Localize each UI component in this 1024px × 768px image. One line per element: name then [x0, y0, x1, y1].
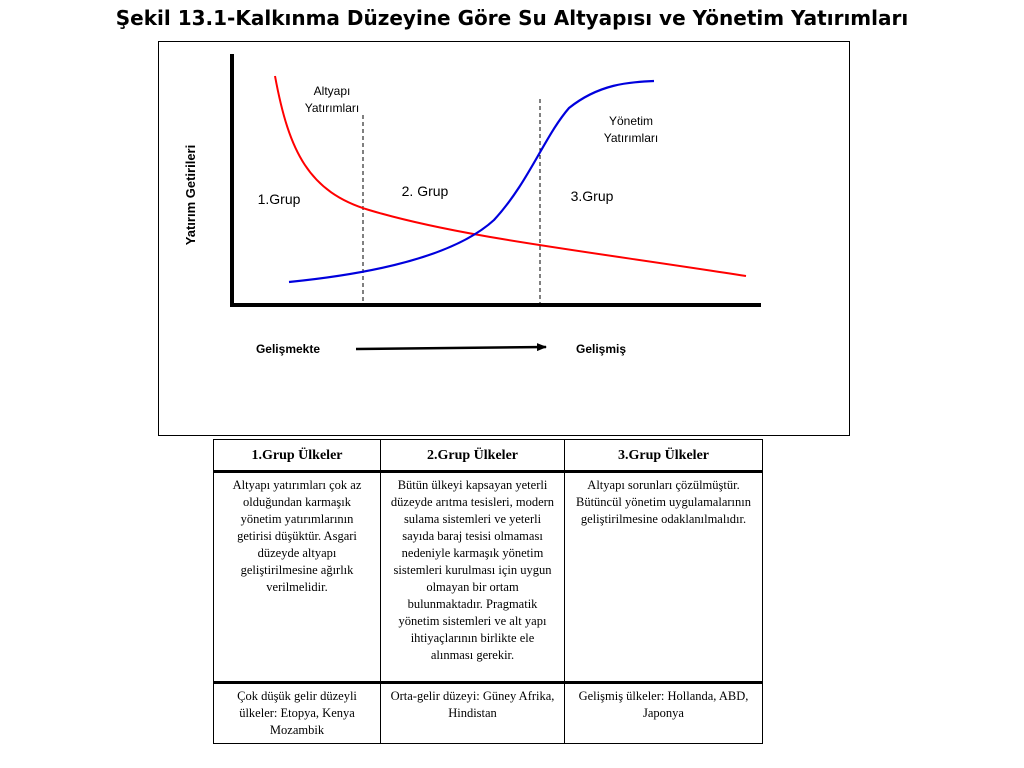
group-comparison-table: [213, 439, 763, 744]
diagram-frame: [158, 41, 850, 436]
development-arrow: [356, 347, 546, 349]
header-group-3: 3.Grup Ülkeler: [565, 440, 763, 472]
description-group-2: Bütün ülkeyi kapsayan yeterli düzeyde arıtma tesisleri, modern sulama sistemleri ve yeterli sayıda baraj tesisi olmaması nedeniyle karmaşık yönetim sistemleri kurulması için uygun olmayan bir ortam bulunmaktadır. Pragmatik yönetim sistemleri ve alt yapı ihtiyaçlarının birlikte ele alınması gerekir.: [381, 472, 565, 683]
infrastructure-label-line1: Altyapı: [313, 84, 351, 98]
income-group-2: Orta-gelir düzeyi: Güney Afrika, Hindistan: [381, 683, 565, 744]
income-group-1: Çok düşük gelir düzeyli ülkeler: Etopya, Kenya Mozambik: [214, 683, 381, 744]
x-right-label: Gelişmiş: [575, 342, 627, 356]
y-axis-label: Yatırım Getirileri: [183, 144, 198, 246]
group-3-label: 3.Grup: [570, 188, 614, 204]
management-label-line2: Yatırımları: [603, 131, 659, 145]
description-group-3: Altyapı sorunları çözülmüştür. Bütüncül yönetim uygulamalarının geliştirilmesine odaklanılmalıdır.: [565, 472, 763, 683]
header-group-2: 2.Grup Ülkeler: [381, 440, 565, 472]
figure-title: Şekil 13.1-Kalkınma Düzeyine Göre Su Altyapısı ve Yönetim Yatırımları: [115, 6, 909, 30]
group-1-label: 1.Grup: [257, 191, 301, 207]
group-2-label: 2. Grup: [401, 183, 449, 199]
investment-returns-diagram: [159, 42, 851, 437]
table-row-income: [214, 683, 763, 744]
table-row-description: [214, 472, 763, 683]
income-group-3: Gelişmiş ülkeler: Hollanda, ABD, Japonya: [565, 683, 763, 744]
description-group-1: Altyapı yatırımları çok az olduğundan karmaşık yönetim yatırımlarının getirisi düşüktür. Asgari düzeyde altyapı geliştirilmesine ağırlık verilmelidir.: [214, 472, 381, 683]
x-left-label: Gelişmekte: [255, 342, 321, 356]
header-group-1: 1.Grup Ülkeler: [214, 440, 381, 472]
management-label-line1: Yönetim: [608, 114, 654, 128]
table-header-row: [214, 440, 763, 472]
infrastructure-label-line2: Yatırımları: [304, 101, 360, 115]
